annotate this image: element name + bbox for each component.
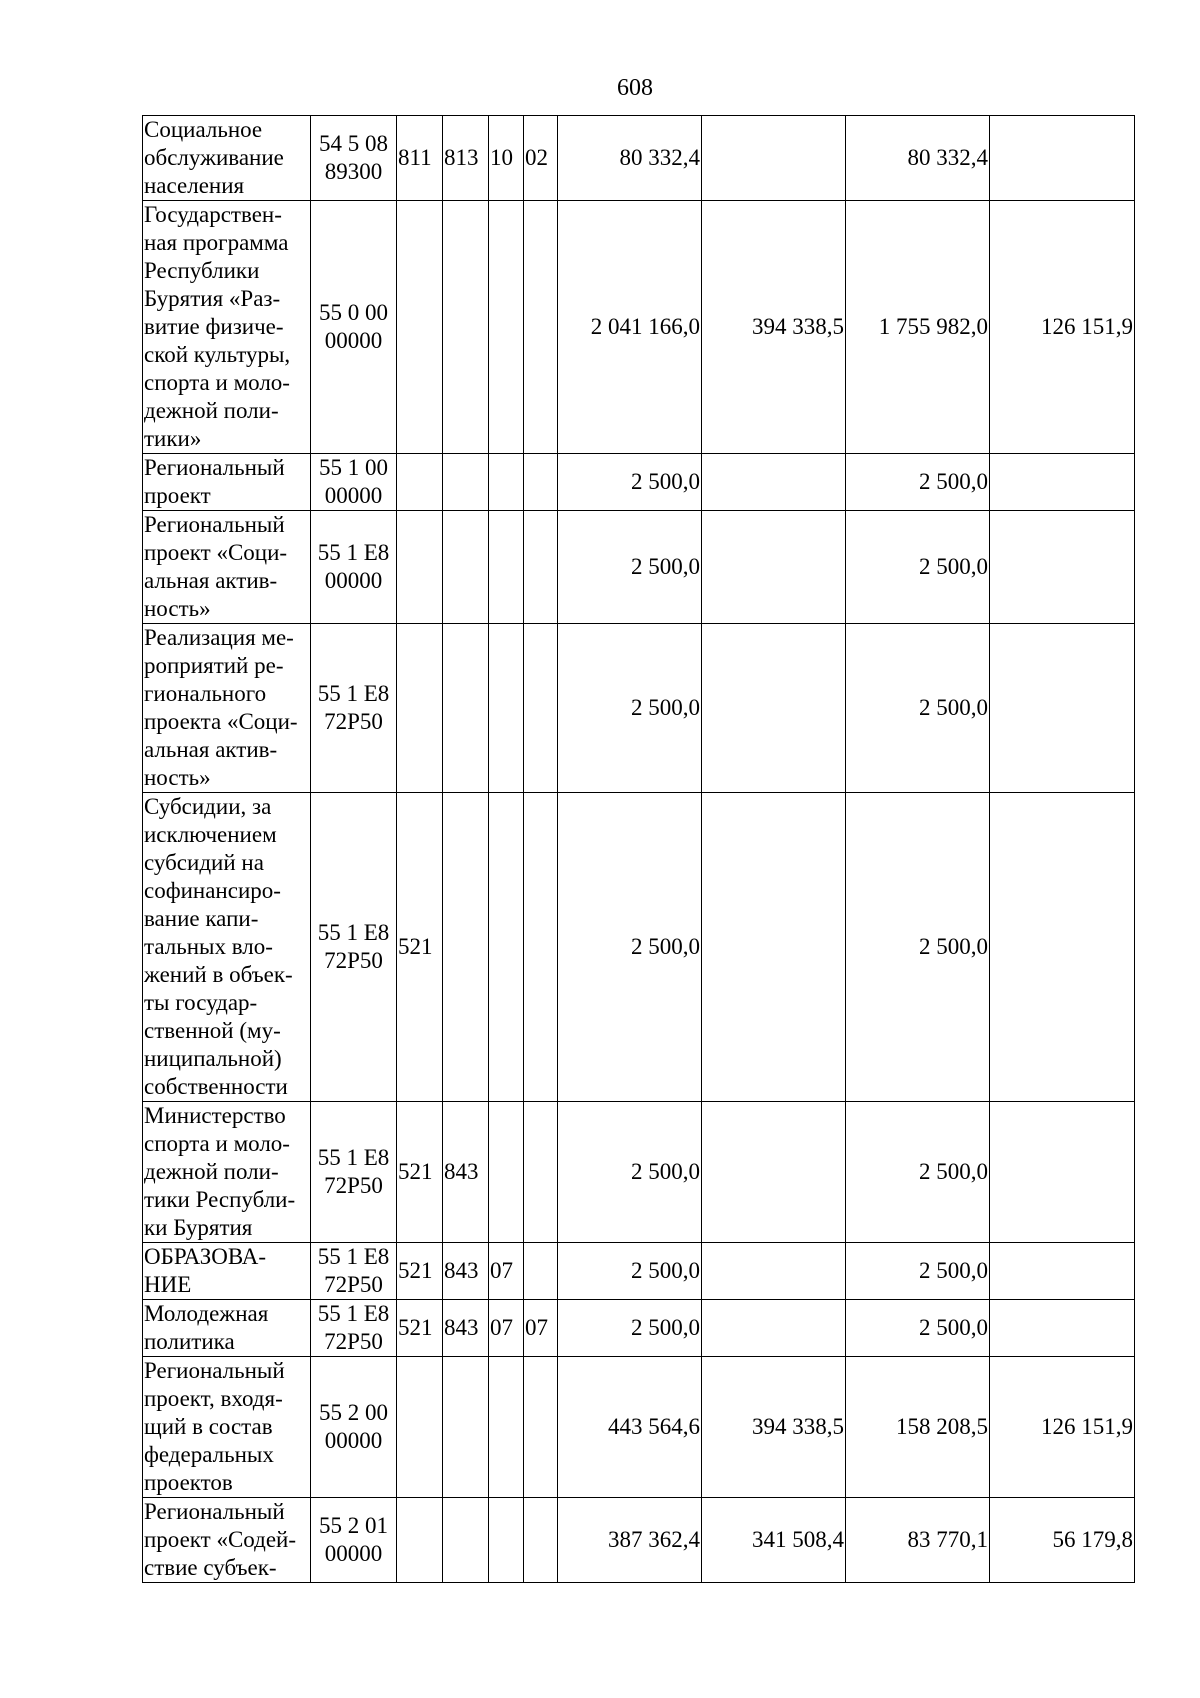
total-amount-cell: 2 500,0 bbox=[558, 793, 702, 1102]
federal-budget-cell bbox=[702, 1102, 846, 1243]
ministry-code-cell bbox=[443, 793, 489, 1102]
section-cell bbox=[489, 793, 524, 1102]
row-name-line: ная программа bbox=[144, 230, 289, 255]
subsection-cell bbox=[524, 511, 558, 624]
target-article-code-line: 55 1 E8 bbox=[317, 1244, 390, 1269]
target-article-code-cell bbox=[311, 1498, 397, 1583]
row-name-cell bbox=[143, 1102, 311, 1243]
federal-budget-cell: 394 338,5 bbox=[702, 1357, 846, 1498]
row-name-line: Бурятия «Раз- bbox=[144, 286, 281, 311]
row-name-line: альная актив- bbox=[144, 568, 278, 593]
target-article-code-line: 72P50 bbox=[324, 709, 383, 734]
row-name-line: Республики bbox=[144, 258, 260, 283]
expense-type-cell bbox=[397, 1357, 443, 1498]
row-name-line: Министерство bbox=[144, 1103, 286, 1128]
row-name-line: гионального bbox=[144, 681, 267, 706]
republic-budget-cell: 2 500,0 bbox=[846, 1300, 990, 1357]
page-number: 608 bbox=[617, 75, 653, 101]
section-cell bbox=[489, 1498, 524, 1583]
row-name-line: вание капи- bbox=[144, 906, 259, 931]
row-name-line: Региональный bbox=[144, 455, 285, 480]
row-name-cell bbox=[143, 116, 311, 201]
total-amount-cell: 443 564,6 bbox=[558, 1357, 702, 1498]
table-row bbox=[143, 511, 1135, 624]
section-cell: 07 bbox=[489, 1243, 524, 1300]
target-article-code-cell bbox=[311, 1243, 397, 1300]
total-amount-cell: 2 041 166,0 bbox=[558, 201, 702, 454]
republic-budget-cell: 2 500,0 bbox=[846, 1243, 990, 1300]
row-name-line: Региональный bbox=[144, 512, 285, 537]
section-cell bbox=[489, 1102, 524, 1243]
target-article-code-cell bbox=[311, 1300, 397, 1357]
target-article-code-line: 55 1 E8 bbox=[317, 1301, 390, 1326]
total-amount-cell: 2 500,0 bbox=[558, 1243, 702, 1300]
republic-budget-cell: 158 208,5 bbox=[846, 1357, 990, 1498]
republic-budget-cell: 2 500,0 bbox=[846, 454, 990, 511]
row-name-line: ской культуры, bbox=[144, 342, 291, 367]
expense-type-cell: 521 bbox=[397, 1243, 443, 1300]
row-name-line: тики Республи- bbox=[144, 1187, 296, 1212]
federal-budget-cell bbox=[702, 511, 846, 624]
row-name-cell bbox=[143, 201, 311, 454]
other-funds-cell: 126 151,9 bbox=[990, 201, 1135, 454]
row-name-line: жений в объек- bbox=[144, 962, 293, 987]
total-amount-cell: 80 332,4 bbox=[558, 116, 702, 201]
target-article-code-line: 55 0 00 bbox=[319, 300, 388, 325]
other-funds-cell bbox=[990, 116, 1135, 201]
other-funds-cell: 126 151,9 bbox=[990, 1357, 1135, 1498]
target-article-code-cell bbox=[311, 1357, 397, 1498]
federal-budget-cell: 394 338,5 bbox=[702, 201, 846, 454]
row-name-line: ниципальной) bbox=[144, 1046, 282, 1071]
table-row bbox=[143, 624, 1135, 793]
table-row bbox=[143, 1300, 1135, 1357]
subsection-cell bbox=[524, 793, 558, 1102]
row-name-line: альная актив- bbox=[144, 737, 278, 762]
row-name-cell bbox=[143, 1357, 311, 1498]
table-row bbox=[143, 201, 1135, 454]
target-article-code-cell bbox=[311, 793, 397, 1102]
section-cell bbox=[489, 454, 524, 511]
target-article-code-line: 55 2 01 bbox=[319, 1513, 388, 1538]
row-name-line: тики» bbox=[144, 426, 202, 451]
total-amount-cell: 2 500,0 bbox=[558, 1102, 702, 1243]
row-name-line: спорта и моло- bbox=[144, 1131, 290, 1156]
row-name-line: Субсидии, за bbox=[144, 794, 272, 819]
other-funds-cell bbox=[990, 511, 1135, 624]
subsection-cell bbox=[524, 1357, 558, 1498]
section-cell bbox=[489, 511, 524, 624]
ministry-code-cell bbox=[443, 454, 489, 511]
federal-budget-cell bbox=[702, 1300, 846, 1357]
row-name-cell bbox=[143, 1300, 311, 1357]
target-article-code-line: 00000 bbox=[324, 1428, 383, 1453]
target-article-code-line: 55 2 00 bbox=[319, 1400, 388, 1425]
target-article-code-cell bbox=[311, 511, 397, 624]
expense-type-cell bbox=[397, 511, 443, 624]
target-article-code-line: 72P50 bbox=[324, 1272, 383, 1297]
row-name-line: проект «Содей- bbox=[144, 1527, 297, 1552]
row-name-line: населения bbox=[144, 173, 245, 198]
expense-type-cell bbox=[397, 1498, 443, 1583]
row-name-line: щий в состав bbox=[144, 1414, 273, 1439]
row-name-line: политика bbox=[144, 1329, 235, 1354]
target-article-code-cell bbox=[311, 201, 397, 454]
total-amount-cell: 2 500,0 bbox=[558, 624, 702, 793]
table-body bbox=[143, 116, 1135, 1583]
row-name-cell bbox=[143, 511, 311, 624]
row-name-line: тальных вло- bbox=[144, 934, 273, 959]
target-article-code-line: 72P50 bbox=[324, 948, 383, 973]
row-name-line: федеральных bbox=[144, 1442, 274, 1467]
other-funds-cell: 56 179,8 bbox=[990, 1498, 1135, 1583]
subsection-cell bbox=[524, 201, 558, 454]
row-name-cell bbox=[143, 624, 311, 793]
total-amount-cell: 387 362,4 bbox=[558, 1498, 702, 1583]
row-name-line: проекта «Соци- bbox=[144, 709, 298, 734]
expense-type-cell bbox=[397, 454, 443, 511]
row-name-line: ки Бурятия bbox=[144, 1215, 253, 1240]
republic-budget-cell: 1 755 982,0 bbox=[846, 201, 990, 454]
target-article-code-line: 55 1 E8 bbox=[317, 920, 390, 945]
expense-type-cell: 521 bbox=[397, 793, 443, 1102]
expense-type-cell: 521 bbox=[397, 1102, 443, 1243]
row-name-line: дежной поли- bbox=[144, 1159, 279, 1184]
table-row bbox=[143, 1102, 1135, 1243]
section-cell: 10 bbox=[489, 116, 524, 201]
target-article-code-line: 00000 bbox=[324, 328, 383, 353]
target-article-code-cell bbox=[311, 116, 397, 201]
row-name-line: ность» bbox=[144, 596, 211, 621]
republic-budget-cell: 2 500,0 bbox=[846, 793, 990, 1102]
row-name-line: Социальное bbox=[144, 117, 263, 142]
table-row bbox=[143, 793, 1135, 1102]
table-row bbox=[143, 1498, 1135, 1583]
ministry-code-cell: 843 bbox=[443, 1102, 489, 1243]
row-name-line: дежной поли- bbox=[144, 398, 279, 423]
ministry-code-cell bbox=[443, 201, 489, 454]
row-name-line: исключением bbox=[144, 822, 277, 847]
target-article-code-line: 55 1 E8 bbox=[317, 540, 390, 565]
ministry-code-cell: 843 bbox=[443, 1300, 489, 1357]
total-amount-cell: 2 500,0 bbox=[558, 454, 702, 511]
row-name-line: роприятий ре- bbox=[144, 653, 284, 678]
federal-budget-cell bbox=[702, 793, 846, 1102]
expense-type-cell bbox=[397, 624, 443, 793]
total-amount-cell: 2 500,0 bbox=[558, 511, 702, 624]
ministry-code-cell: 843 bbox=[443, 1243, 489, 1300]
section-cell bbox=[489, 624, 524, 793]
row-name-line: проект bbox=[144, 483, 211, 508]
other-funds-cell bbox=[990, 454, 1135, 511]
republic-budget-cell: 83 770,1 bbox=[846, 1498, 990, 1583]
table-row bbox=[143, 1243, 1135, 1300]
subsection-cell bbox=[524, 1102, 558, 1243]
expense-type-cell: 811 bbox=[397, 116, 443, 201]
row-name-cell bbox=[143, 454, 311, 511]
row-name-line: обслуживание bbox=[144, 145, 284, 170]
row-name-line: софинансиро- bbox=[144, 878, 281, 903]
federal-budget-cell: 341 508,4 bbox=[702, 1498, 846, 1583]
row-name-line: Государствен- bbox=[144, 202, 282, 227]
other-funds-cell bbox=[990, 1300, 1135, 1357]
row-name-line: ствие субъек- bbox=[144, 1555, 277, 1580]
subsection-cell bbox=[524, 1243, 558, 1300]
ministry-code-cell bbox=[443, 624, 489, 793]
row-name-line: проектов bbox=[144, 1470, 233, 1495]
total-amount-cell: 2 500,0 bbox=[558, 1300, 702, 1357]
expense-type-cell bbox=[397, 201, 443, 454]
target-article-code-line: 55 1 E8 bbox=[317, 681, 390, 706]
federal-budget-cell bbox=[702, 116, 846, 201]
target-article-code-line: 00000 bbox=[324, 483, 383, 508]
row-name-line: проект «Соци- bbox=[144, 540, 288, 565]
row-name-line: собственности bbox=[144, 1074, 288, 1099]
target-article-code-line: 54 5 08 bbox=[319, 131, 388, 156]
row-name-line: проект, входя- bbox=[144, 1386, 283, 1411]
subsection-cell: 07 bbox=[524, 1300, 558, 1357]
row-name-line: Региональный bbox=[144, 1499, 285, 1524]
row-name-line: НИЕ bbox=[144, 1272, 192, 1297]
federal-budget-cell bbox=[702, 624, 846, 793]
row-name-line: субсидий на bbox=[144, 850, 264, 875]
row-name-line: Региональный bbox=[144, 1358, 285, 1383]
target-article-code-line: 00000 bbox=[324, 568, 383, 593]
target-article-code-line: 00000 bbox=[324, 1541, 383, 1566]
ministry-code-cell bbox=[443, 1357, 489, 1498]
republic-budget-cell: 2 500,0 bbox=[846, 1102, 990, 1243]
target-article-code-line: 55 1 00 bbox=[319, 455, 388, 480]
other-funds-cell bbox=[990, 793, 1135, 1102]
subsection-cell: 02 bbox=[524, 116, 558, 201]
table-row bbox=[143, 1357, 1135, 1498]
republic-budget-cell: 80 332,4 bbox=[846, 116, 990, 201]
target-article-code-cell bbox=[311, 1102, 397, 1243]
target-article-code-line: 72P50 bbox=[324, 1173, 383, 1198]
subsection-cell bbox=[524, 624, 558, 793]
ministry-code-cell bbox=[443, 1498, 489, 1583]
republic-budget-cell: 2 500,0 bbox=[846, 624, 990, 793]
row-name-line: витие физиче- bbox=[144, 314, 284, 339]
budget-table bbox=[142, 115, 1135, 1583]
row-name-line: спорта и моло- bbox=[144, 370, 290, 395]
section-cell bbox=[489, 1357, 524, 1498]
row-name-line: Реализация ме- bbox=[144, 625, 294, 650]
row-name-line: ственной (му- bbox=[144, 1018, 281, 1043]
expense-type-cell: 521 bbox=[397, 1300, 443, 1357]
target-article-code-line: 55 1 E8 bbox=[317, 1145, 390, 1170]
subsection-cell bbox=[524, 454, 558, 511]
row-name-line: Молодежная bbox=[144, 1301, 269, 1326]
table-row bbox=[143, 116, 1135, 201]
table-row bbox=[143, 454, 1135, 511]
section-cell bbox=[489, 201, 524, 454]
row-name-line: ОБРАЗОВА- bbox=[144, 1244, 266, 1269]
row-name-line: ность» bbox=[144, 765, 211, 790]
subsection-cell bbox=[524, 1498, 558, 1583]
ministry-code-cell bbox=[443, 511, 489, 624]
row-name-cell bbox=[143, 1498, 311, 1583]
ministry-code-cell: 813 bbox=[443, 116, 489, 201]
federal-budget-cell bbox=[702, 454, 846, 511]
row-name-cell bbox=[143, 793, 311, 1102]
target-article-code-line: 89300 bbox=[324, 159, 383, 184]
section-cell: 07 bbox=[489, 1300, 524, 1357]
target-article-code-cell bbox=[311, 624, 397, 793]
other-funds-cell bbox=[990, 1102, 1135, 1243]
row-name-line: ты государ- bbox=[144, 990, 258, 1015]
other-funds-cell bbox=[990, 1243, 1135, 1300]
target-article-code-cell bbox=[311, 454, 397, 511]
row-name-cell bbox=[143, 1243, 311, 1300]
republic-budget-cell: 2 500,0 bbox=[846, 511, 990, 624]
target-article-code-line: 72P50 bbox=[324, 1329, 383, 1354]
other-funds-cell bbox=[990, 624, 1135, 793]
federal-budget-cell bbox=[702, 1243, 846, 1300]
